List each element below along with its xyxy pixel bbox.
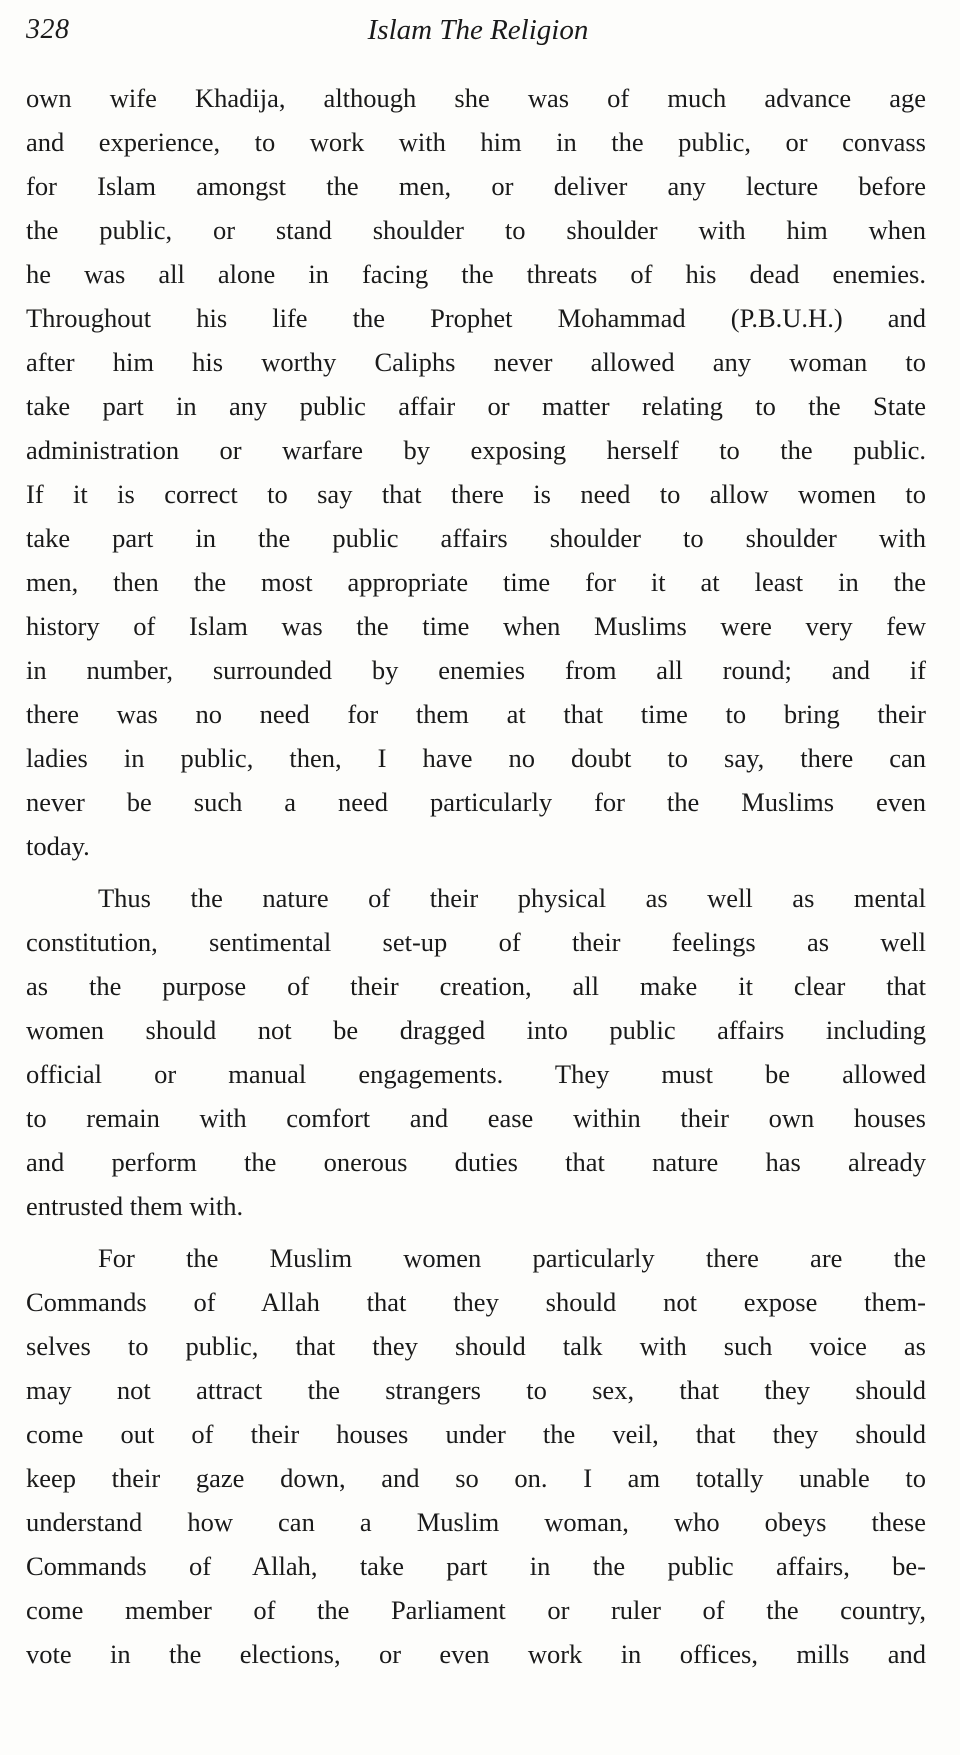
paragraph xyxy=(26,876,926,1228)
text-line: to remain with comfort and ease within their own houses xyxy=(26,1103,926,1133)
body-text xyxy=(26,76,926,1676)
text-line: and experience, to work with him in the public, or convass xyxy=(26,127,926,157)
text-line: he was all alone in facing the threats of his dead enemies. xyxy=(26,259,926,289)
text-line: come member of the Parliament or ruler of the country, xyxy=(26,1595,926,1625)
text-line: keep their gaze down, and so on. I am totally unable to xyxy=(26,1463,926,1493)
text-line: For the Muslim women particularly there are the xyxy=(98,1243,926,1273)
running-head xyxy=(26,14,930,58)
text-line: entrusted them with. xyxy=(26,1191,244,1221)
text-line: women should not be dragged into public affairs including xyxy=(26,1015,926,1045)
text-line: and perform the onerous duties that nature has already xyxy=(26,1147,926,1177)
text-line: own wife Khadija, although she was of much advance age xyxy=(26,83,926,113)
text-line: take part in the public affairs shoulder to shoulder with xyxy=(26,523,926,553)
text-line: today. xyxy=(26,831,90,861)
text-line: take part in any public affair or matter relating to the State xyxy=(26,391,926,421)
text-line: vote in the elections, or even work in offices, mills and xyxy=(26,1639,926,1669)
text-line: men, then the most appropriate time for it at least in the xyxy=(26,567,926,597)
text-line: ladies in public, then, I have no doubt to say, there can xyxy=(26,743,926,773)
text-line: understand how can a Muslim woman, who obeys these xyxy=(26,1507,926,1537)
text-line: come out of their houses under the veil, that they should xyxy=(26,1419,926,1449)
text-line: in number, surrounded by enemies from all round; and if xyxy=(26,655,926,685)
running-title: Islam The Religion xyxy=(367,14,589,46)
text-line: for Islam amongst the men, or deliver any lecture before xyxy=(26,171,926,201)
text-line: If it is correct to say that there is need to allow women to xyxy=(26,479,926,509)
text-line: Commands of Allah that they should not expose them- xyxy=(26,1287,926,1317)
text-line: after him his worthy Caliphs never allowed any woman to xyxy=(26,347,926,377)
text-line: Thus the nature of their physical as well as mental xyxy=(98,883,926,913)
text-line: administration or warfare by exposing herself to the public. xyxy=(26,435,926,465)
page-number: 328 xyxy=(26,14,70,45)
paragraph xyxy=(26,1236,926,1676)
text-line: the public, or stand shoulder to shoulder with him when xyxy=(26,215,926,245)
text-line: official or manual engagements. They must be allowed xyxy=(26,1059,926,1089)
text-line: constitution, sentimental set-up of their feelings as well xyxy=(26,927,926,957)
text-line: never be such a need particularly for the Muslims even xyxy=(26,787,926,817)
text-line: Commands of Allah, take part in the public affairs, be- xyxy=(26,1551,926,1581)
paragraph xyxy=(26,76,926,868)
text-line: selves to public, that they should talk with such voice as xyxy=(26,1331,926,1361)
text-line: history of Islam was the time when Muslims were very few xyxy=(26,611,926,641)
text-line: as the purpose of their creation, all make it clear that xyxy=(26,971,926,1001)
text-line: may not attract the strangers to sex, that they should xyxy=(26,1375,926,1405)
text-line: there was no need for them at that time to bring their xyxy=(26,699,926,729)
text-line: Throughout his life the Prophet Mohammad (P.B.U.H.) and xyxy=(26,303,926,333)
